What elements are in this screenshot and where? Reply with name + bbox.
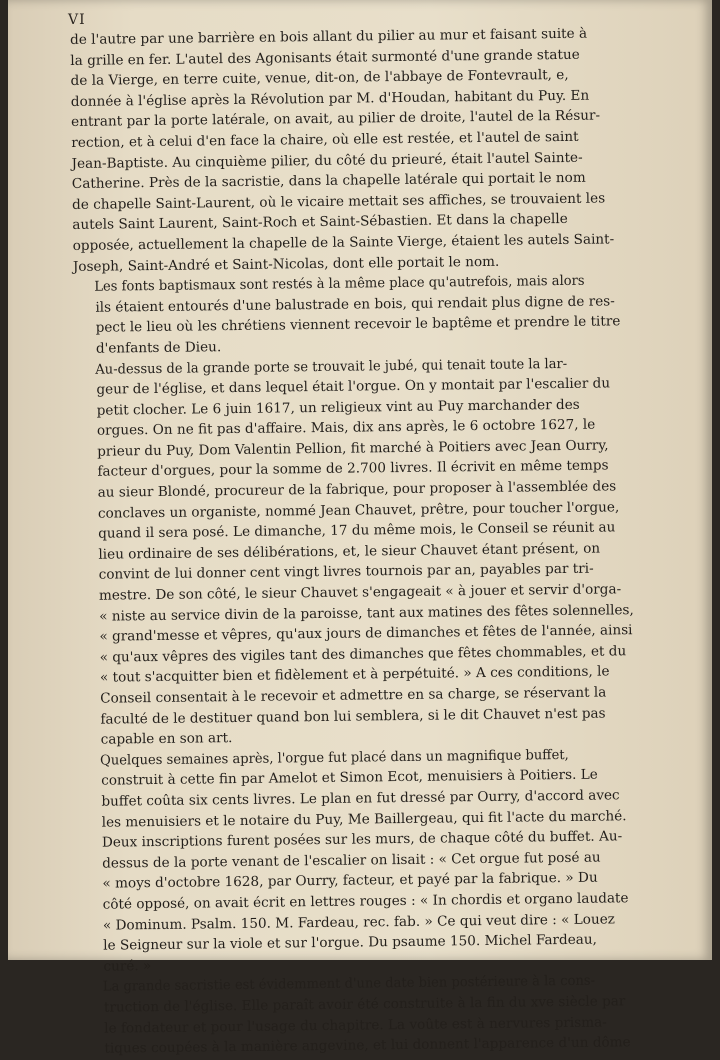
text-line: tiques coupées à la manière angevine, et lui donnent l'apparence d'un dôme bbox=[104, 1034, 631, 1057]
text-line: petit clocher. Le 6 juin 1617, un religieux vint au Puy marchander des bbox=[96, 396, 580, 419]
text-line: côté opposé, on avait écrit en lettres rouges : « In chordis et organo laudate bbox=[102, 890, 629, 913]
text-line: Catherine. Près de la sacristie, dans la chapelle latérale qui portait le nom bbox=[71, 169, 586, 193]
text-line: dessus de la porte venant de l'escalier on lisait : « Cet orgue fut posé au bbox=[102, 849, 601, 872]
scanned-page bbox=[8, 0, 712, 1057]
page-number: VI bbox=[68, 12, 86, 28]
text-line: truction de l'église. Elle paraît avoir été construite à la fin du xve siècle par bbox=[103, 993, 626, 1016]
text-line: pect le lieu où les chrétiens viennent recevoir le baptême et prendre le titre bbox=[95, 313, 621, 337]
text-line: prieur du Puy, Dom Valentin Pellion, fit marché à Poitiers avec Jean Ourry, bbox=[97, 437, 609, 460]
text-line: « grand'messe et vêpres, qu'aux jours de dimanches et fêtes de l'année, ainsi bbox=[99, 622, 633, 645]
text-line: de chapelle Saint-Laurent, où le vicaire mettait ses affiches, se trouvaient les bbox=[72, 190, 606, 213]
text-line: Joseph, Saint-André et Saint-Nicolas, dont elle portait le nom. bbox=[72, 253, 500, 275]
text-line: Conseil consentait à le recevoir et admettre en sa charge, se réservant la bbox=[100, 684, 607, 707]
text-line: construit à cette fin par Amelot et Simon Ecot, menuisiers à Poitiers. Le bbox=[101, 766, 598, 790]
text-line: buffet coûta six cents livres. Le plan en fut dressé par Ourry, d'accord avec bbox=[101, 787, 620, 810]
text-line: autels Saint Laurent, Saint-Roch et Saint-Sébastien. Et dans la chapelle bbox=[72, 211, 568, 234]
text-line: « qu'aux vêpres des vigiles tant des dimanches que fêtes chommables, et du bbox=[99, 643, 627, 666]
text-line: de l'autre par une barrière en bois allant du pilier au mur et faisant suite à bbox=[70, 25, 588, 48]
text-line: lieu ordinaire de ses délibérations, et, le sieur Chauvet étant présent, on bbox=[98, 540, 601, 563]
text-line: facteur d'orgues, pour la somme de 2.700 livres. Il écrivit en même temps bbox=[97, 457, 609, 481]
paragraph bbox=[70, 23, 649, 277]
text-line: Quelques semaines après, l'orgue fut placé dans un magnifique buffet, bbox=[99, 746, 569, 769]
text-line: convint de lui donner cent vingt livres tournois par an, payables par tri- bbox=[98, 561, 594, 584]
text-line: orgues. On ne fit pas d'affaire. Mais, dix ans après, le 6 octobre 1627, le bbox=[96, 416, 596, 439]
text-line: Au-dessus de la grande porte se trouvait le jubé, qui tenait toute la lar- bbox=[95, 355, 568, 378]
text-line: conclaves un organiste, nommé Jean Chauvet, prêtre, pour toucher l'orgue, bbox=[97, 498, 620, 522]
text-line: le Seigneur sur la viole et sur l'orgue. Du psaume 150. Michel Fardeau, bbox=[103, 931, 598, 954]
text-line: rection, et à celui d'en face la chaire, où elle est restée, et l'autel de saint bbox=[71, 128, 579, 151]
text-line: ils étaient entourés d'une balustrade en bois, qui rendait plus digne de res- bbox=[95, 293, 615, 316]
text-line: la grille en fer. L'autel des Agonisants était surmonté d'une grande statue bbox=[70, 46, 580, 69]
text-line: La grande sacristie est évidemment d'une date bien postérieure à la cons- bbox=[102, 972, 596, 995]
text-line: curé. » bbox=[103, 957, 152, 975]
text-line: capable en son art. bbox=[100, 730, 233, 748]
paragraph bbox=[74, 352, 655, 750]
text-line: opposée, actuellement la chapelle de la Sainte Vierge, étaient les autels Saint- bbox=[72, 231, 615, 254]
paragraph bbox=[79, 744, 658, 978]
text-line: au sieur Blondé, procureur de la fabrique, pour proposer à l'assemblée des bbox=[97, 478, 617, 501]
text-line: « tout s'acquitter bien et fidèlement et à perpétuité. » A ces conditions, le bbox=[99, 663, 610, 687]
text-line: « moys d'octobre 1628, par Ourry, facteur, et payé par la fabrique. » Du bbox=[102, 869, 598, 893]
page-text-body bbox=[70, 23, 659, 1060]
text-line: « Dominum. Psalm. 150. M. Fardeau, rec. fab. » Ce qui veut dire : « Louez bbox=[102, 910, 615, 934]
text-line: faculté de le destituer quand bon lui semblera, si le dit Chauvet n'est pas bbox=[100, 705, 606, 728]
text-line: quand il sera posé. Le dimanche, 17 du même mois, le Conseil se réunit au bbox=[98, 519, 616, 542]
text-line: mestre. De son côté, le sieur Chauvet s'engageait « à jouer et servir d'orga- bbox=[98, 581, 622, 604]
text-line: d'enfants de Dieu. bbox=[95, 339, 222, 357]
text-line: geur de l'église, et dans lequel était l'orgue. On y montait par l'escalier du bbox=[96, 375, 611, 398]
text-line: donnée à l'église après la Révolution par M. d'Houdan, habitant du Puy. En bbox=[70, 87, 590, 110]
text-line: les menuisiers et le notaire du Puy, Me Baillergeau, qui fit l'acte du marché. bbox=[101, 807, 627, 831]
text-line: Les fonts baptismaux sont restés à la même place qu'autrefois, mais alors bbox=[94, 272, 585, 295]
paragraph bbox=[73, 270, 650, 359]
text-line: Deux inscriptions furent posées sur les murs, de chaque côté du buffet. Au- bbox=[101, 828, 623, 851]
text-line: entrant par la porte latérale, on avait, au pilier de droite, l'autel de la Résur- bbox=[71, 107, 601, 131]
text-line: de la Vierge, en terre cuite, venue, dit-on, de l'abbaye de Fontevrault, e, bbox=[70, 67, 569, 90]
text-line: le fondateur et pour l'usage du chapitre. La voûte est à nervures prisma- bbox=[104, 1014, 607, 1037]
text-line: Jean-Baptiste. Au cinquième pilier, du côté du prieuré, était l'autel Sainte- bbox=[71, 149, 583, 172]
paragraph bbox=[82, 970, 659, 1059]
text-line: « niste au service divin de la paroisse, tant aux matines des fêtes solennelles, bbox=[99, 601, 634, 625]
